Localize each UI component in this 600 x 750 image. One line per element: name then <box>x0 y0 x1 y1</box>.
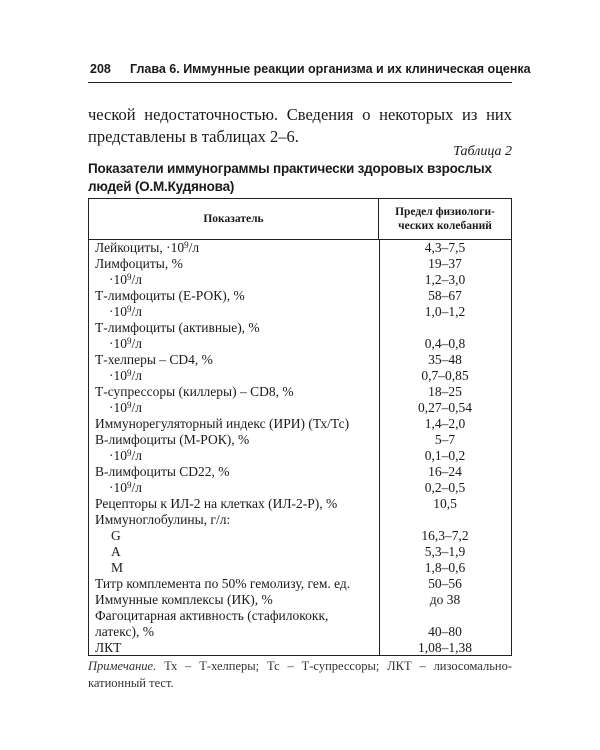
row-label: Т-лимфоциты (Е-РОК), % <box>95 288 245 303</box>
column-header-range-line: ческих колебаний <box>398 220 492 232</box>
row-label: $\cdot 10^9/л$ <box>109 480 142 495</box>
row-value: 16,3–7,2 <box>421 528 469 543</box>
table-row <box>89 608 511 624</box>
intro-line: представлены в таблицах 2–6. <box>88 127 299 146</box>
row-value: 1,2–3,0 <box>424 272 466 287</box>
row-value: 40–80 <box>428 624 462 639</box>
table-row <box>89 464 511 480</box>
table-row <box>89 320 511 336</box>
row-label: Т-лимфоциты (активные), % <box>95 320 260 335</box>
row-label: Лейкоциты, $\cdot 10^9/л$ <box>95 240 200 255</box>
table-row <box>89 640 511 656</box>
table-row <box>89 432 511 448</box>
row-label: M <box>111 560 124 575</box>
row-label: $\cdot 10^9/л$ <box>109 400 142 415</box>
row-label: $\cdot 10^9/л$ <box>109 304 142 319</box>
row-value: 5–7 <box>434 432 456 447</box>
row-label: $\cdot 10^9/л$ <box>109 368 142 383</box>
row-value: 19–37 <box>428 256 462 271</box>
row-value: 1,0–1,2 <box>424 304 466 319</box>
table-row <box>89 560 511 576</box>
row-label: Т-хелперы – CD4, % <box>95 352 213 367</box>
page-number: 208 <box>90 62 111 76</box>
note-text: Тх – Т-хелперы; Тс – Т-супрессоры; ЛКТ – лизосомально-катионный тест. <box>88 659 512 690</box>
table-row <box>89 544 511 560</box>
note-label: Примечание. <box>88 659 157 673</box>
table-row <box>89 528 511 544</box>
column-header-indicator: Показатель <box>89 199 379 239</box>
row-label: G <box>111 528 121 543</box>
row-value: 1,08–1,38 <box>418 640 472 655</box>
row-label: $\cdot 10^9/л$ <box>109 448 142 463</box>
row-label: Иммунорегуляторный индекс (ИРИ) (Тх/Тс) <box>95 416 350 431</box>
intro-line: ческой недостаточностью. Сведения о некоторых из них <box>88 105 512 124</box>
table-row <box>89 400 511 416</box>
row-label: В-лимфоциты (М-РОК), % <box>95 432 250 447</box>
row-label: Титр комплемента по 50% гемолизу, гем. ед. <box>95 576 351 591</box>
row-value: 58–67 <box>428 288 462 303</box>
row-value: 10,5 <box>433 496 457 511</box>
table-row <box>89 240 511 256</box>
row-value: 1,8–0,6 <box>424 560 466 575</box>
table-row <box>89 496 511 512</box>
table-row <box>89 256 511 272</box>
row-value: 0,27–0,54 <box>418 400 472 415</box>
row-value: 50–56 <box>428 576 462 591</box>
table-row <box>89 480 511 496</box>
table-row <box>89 288 511 304</box>
row-value: 0,4–0,8 <box>424 336 466 351</box>
table-row <box>89 624 511 640</box>
row-label: $\cdot 10^9/л$ <box>109 336 142 351</box>
row-value: до 38 <box>429 592 461 607</box>
row-value: 4,3–7,5 <box>424 240 466 255</box>
row-label: Т-супрессоры (киллеры) – CD8, % <box>95 384 294 399</box>
row-value: 16–24 <box>428 464 462 479</box>
table-row <box>89 416 511 432</box>
table-row <box>89 368 511 384</box>
table-note <box>88 658 512 692</box>
row-label: В-лимфоциты CD22, % <box>95 464 230 479</box>
intro-paragraph <box>88 104 512 148</box>
column-header-range <box>379 199 511 239</box>
column-header-range-line: Предел физиологи- <box>395 206 495 218</box>
row-label: латекс), % <box>95 624 154 639</box>
row-value: 5,3–1,9 <box>424 544 466 559</box>
row-value: 1,4–2,0 <box>424 416 466 431</box>
row-label: Иммуноглобулины, г/л: <box>95 512 231 527</box>
row-value: 0,2–0,5 <box>424 480 466 495</box>
table-row <box>89 592 511 608</box>
immunogram-table <box>88 198 512 656</box>
table-row <box>89 336 511 352</box>
row-label: Фагоцитарная активность (стафилококк, <box>95 608 329 623</box>
row-value: 18–25 <box>428 384 462 399</box>
row-label: A <box>111 544 121 559</box>
table-header <box>89 199 511 240</box>
row-label: $\cdot 10^9/л$ <box>109 272 142 287</box>
table-row <box>89 576 511 592</box>
row-value: 0,7–0,85 <box>421 368 469 383</box>
table-number: Таблица 2 <box>453 144 512 159</box>
chapter-title: Глава 6. Иммунные реакции организма и их клиническая оценка <box>130 62 531 76</box>
row-value: 0,1–0,2 <box>424 448 466 463</box>
table-body <box>89 240 511 656</box>
running-header <box>88 58 531 83</box>
row-label: Рецепторы к ИЛ-2 на клетках (ИЛ-2-Р), % <box>95 496 338 511</box>
row-value: 35–48 <box>428 352 462 367</box>
row-label: Иммунные комплексы (ИК), % <box>95 592 273 607</box>
table-row <box>89 512 511 528</box>
row-label: Лимфоциты, % <box>95 256 183 271</box>
row-label: ЛКТ <box>95 640 122 655</box>
table-row <box>89 384 511 400</box>
table-title: Показатели иммунограммы практически здоровых взрослых людей (О.М.Кудянова) <box>88 161 492 194</box>
table-row <box>89 448 511 464</box>
table-row <box>89 304 511 320</box>
table-row <box>89 352 511 368</box>
table-row <box>89 272 511 288</box>
